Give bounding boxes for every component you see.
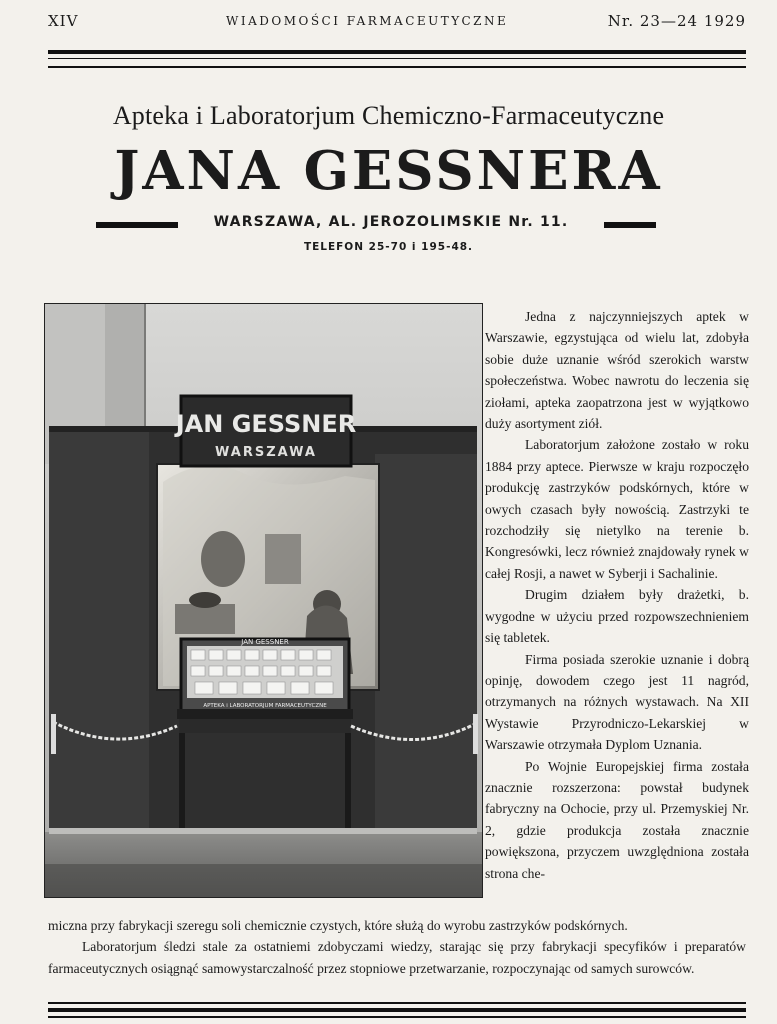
paragraph-5-continued: miczna przy fabrykacji szeregu soli chemicznie czystych, które służą do wyrobu zastrzyków podskórnych. (48, 918, 628, 933)
paragraph-6: Laboratorjum śledzi stale za ostatniemi zdobyczami wiedzy, starając się przy fabrykacji specyfików i preparatów farmaceutycznych osiągnąć samowystarczalność przez stopniowe przetwarzanie, rozpoczynając od samych surowców. (48, 939, 746, 976)
header-rule-thick (48, 50, 746, 54)
footer-rule-thin (48, 1002, 746, 1004)
article-full-width (48, 915, 746, 979)
address-bar-left (96, 222, 178, 228)
article-right-column (485, 306, 749, 884)
display-illustration (45, 304, 482, 897)
sign-sub-text: WARSZAWA (215, 445, 317, 460)
ad-subtitle: Apteka i Laboratorjum Chemiczno-Farmaceutyczne (112, 101, 665, 130)
header-rule-thin-2 (48, 66, 746, 68)
sign-main-text: JAN GESSNER (175, 410, 357, 438)
header-rule-thin (48, 58, 746, 59)
journal-title: WIADOMOŚCI FARMACEUTYCZNE (226, 14, 509, 28)
running-header (48, 12, 748, 34)
issue-number: Nr. 23—24 1929 (607, 12, 746, 30)
paragraph-1: Jedna z najczynniejszych aptek w Warszawie, egzystująca od wielu lat, zdobyła sobie duże uznanie wśród szerokich warstw społeczeństwa. Wobec nawrotu do leczenia się ziołami, apteka zaopatrzona jest w wyjątkowo duży asortyment ziół. (485, 309, 749, 432)
paragraph-4: Firma posiada szerokie uznanie i dobrą opinję, dowodem czego jest 11 nagród, otrzymanych na różnych wystawach. Na XII Wystawie Przyrodniczo-Lekarskiej w Warszawie otrzymała Dyplom Uznania. (485, 651, 749, 753)
address-bar-right (604, 222, 656, 228)
paragraph-2: Laboratorjum założone zostało w roku 1884 przy aptece. Pierwsze w kraju rozpoczęło produkcję zastrzyków podskórnych, które w owych czasach były nowością. Zastrzyki te rozchodziły się nietylko na terenie b. Kongresówki, lecz również znajdowały rynek w całej Rosji, a nawet w Syberji i Sachalinie. (485, 437, 749, 581)
case-top-text: JAN GESSNER (241, 638, 289, 646)
case-bottom-text: APTEKA i LABORATORJUM FARMACEUTYCZNE (203, 703, 327, 709)
paragraph-3: Drugim działem były drażetki, b. wygodne w użyciu przed rozpowszechnieniem się tabletek. (485, 587, 749, 646)
shop-display-photo (44, 303, 483, 898)
address-row (96, 214, 656, 236)
page-number: XIV (48, 12, 79, 30)
footer-rule-thin-2 (48, 1016, 746, 1018)
ad-address: WARSZAWA, AL. JEROZOLIMSKIE Nr. 11. (213, 214, 569, 230)
ad-company-name: JANA GESSNERA (114, 140, 663, 202)
footer-rule-thick (48, 1008, 746, 1012)
paragraph-5: Po Wojnie Europejskiej firma została znacznie rozszerzona: powstał budynek fabryczny na Ochocie, przy ul. Przemyskiej Nr. 2, gdzie produkcja została znacznie powiększona, przyczem uwzględniona została strona che- (485, 758, 749, 881)
ad-phone: TELEFON 25-70 i 195-48. (303, 241, 474, 253)
